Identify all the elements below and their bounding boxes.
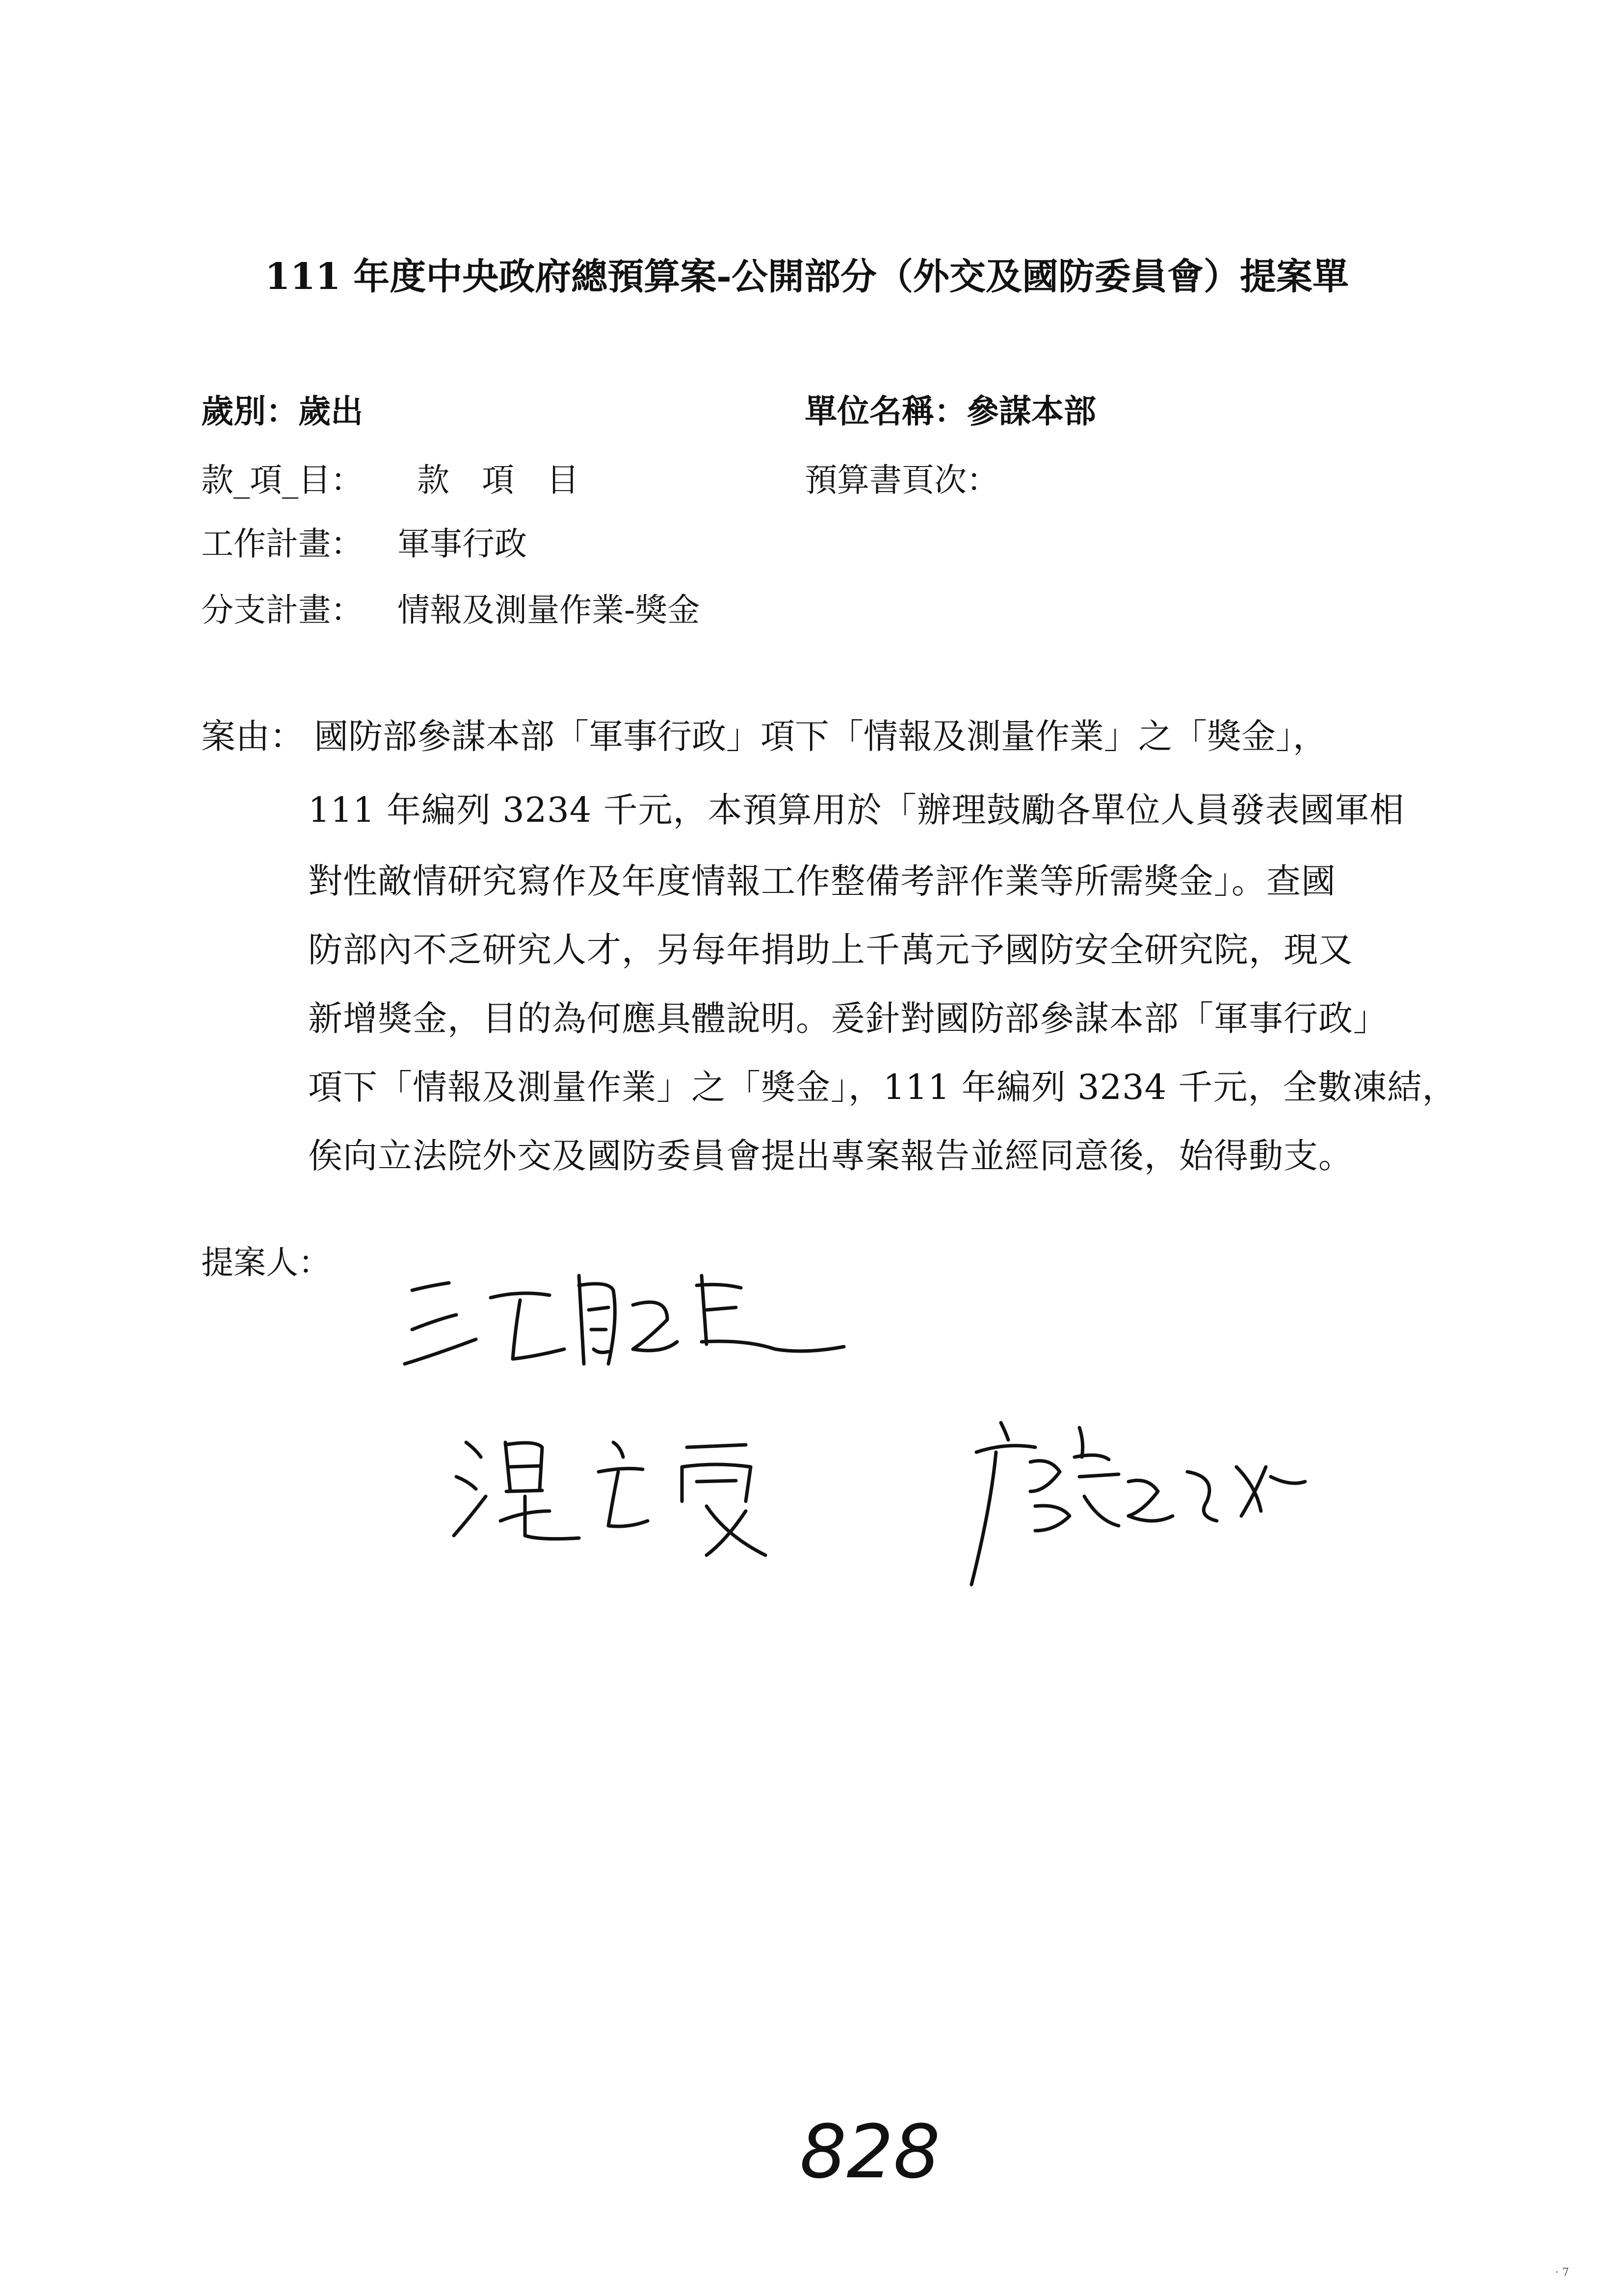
plan-value: 軍事行政	[397, 525, 527, 563]
reason-line: 111 年編列 3234 千元，本預算用於「辦理鼓勵各單位人員發表國軍相	[308, 790, 1405, 830]
proposer-label: 提案人：	[201, 1244, 331, 1281]
reason-line: 新增獎金，目的為何應具體說明。爰針對國防部參謀本部「軍事行政」	[308, 998, 1388, 1039]
plan-label: 工作計畫：	[201, 525, 363, 563]
reason-line: 對性敵情研究寫作及年度情報工作整備考評作業等所需獎金」。查國	[308, 861, 1336, 901]
item-label: 款_項_目：	[201, 461, 363, 499]
reason-line: 防部內不乏研究人才，另每年捐助上千萬元予國防安全研究院，現又	[308, 930, 1353, 970]
reason-label: 案由：	[201, 716, 304, 757]
page-ref-label: 預算書頁次：	[805, 461, 999, 499]
corner-mark: · 7	[1555, 2267, 1569, 2279]
signature-jiang	[402, 1256, 868, 1383]
signature-wen	[451, 1423, 824, 1570]
reason-line: 國防部參謀本部「軍事行政」項下「情報及測量作業」之「獎金」，	[314, 716, 1327, 757]
unit-label: 單位名稱：參謀本部	[805, 392, 1096, 430]
subplan-value: 情報及測量作業-獎金	[397, 591, 700, 629]
reason-line: 項下「情報及測量作業」之「獎金」，111 年編列 3234 千元，全數凍結，	[308, 1067, 1457, 1107]
subplan-label: 分支計畫：	[201, 591, 363, 629]
category-label: 歲別：歲出	[201, 392, 363, 430]
signature-lai	[962, 1408, 1315, 1594]
document-title: 111 年度中央政府總預算案-公開部分（外交及國防委員會）提案單	[265, 256, 1349, 298]
reason-line: 俟向立法院外交及國防委員會提出專案報告並經同意後，始得動支。	[308, 1136, 1353, 1176]
item-value: 款 項 目	[417, 461, 579, 499]
page-number: 828	[800, 2110, 941, 2195]
